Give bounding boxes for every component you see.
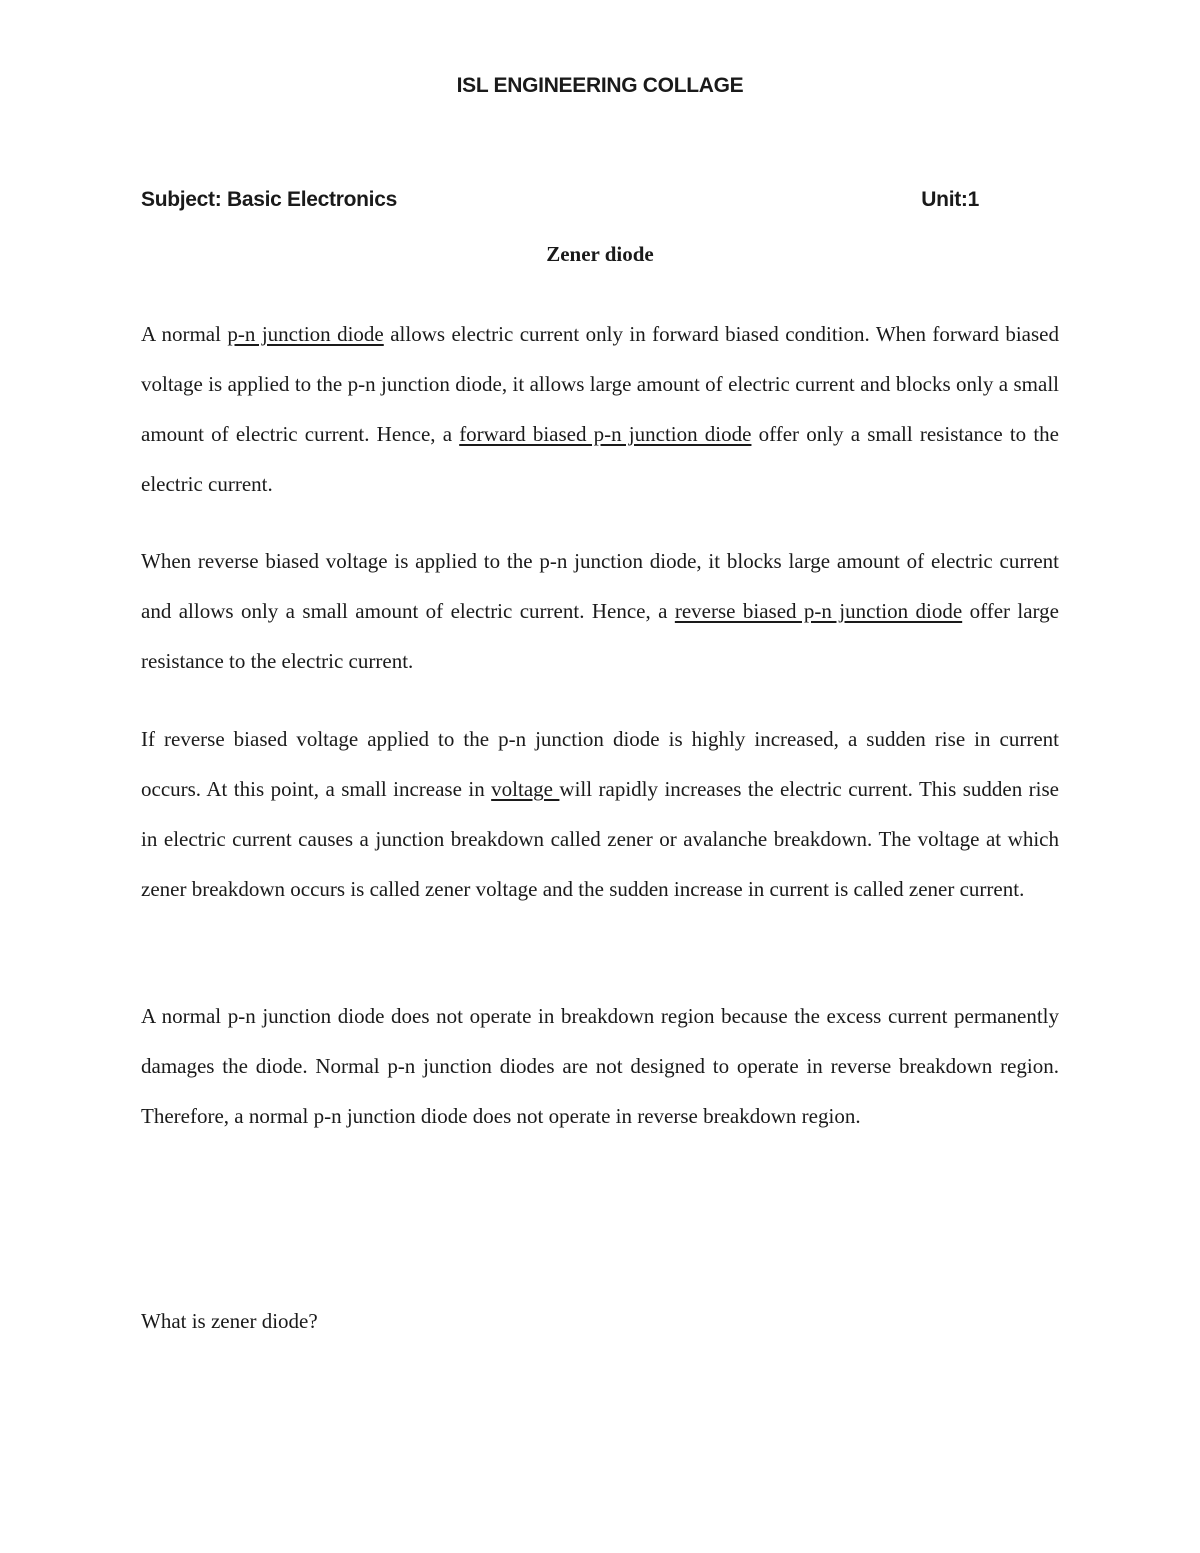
college-title: ISL ENGINEERING COLLAGE xyxy=(456,74,744,97)
link-forward-biased-diode[interactable]: forward biased p-n junction diode xyxy=(459,422,752,446)
paragraph-text: offer large resistance to the electric current. xyxy=(141,599,1059,673)
paragraph-text: offer only a small resistance to the electric current. xyxy=(141,422,1059,496)
document-heading: Zener diode xyxy=(546,242,654,266)
paragraph-reverse-bias xyxy=(141,536,1059,686)
paragraph-text: A normal xyxy=(141,322,228,346)
paragraph-text: allows electric current only in forward biased condition. When forward biased voltage is applied to the p-n junction diode, it allows large amount of electric current and blocks only a small amount of electric current. Hence, a xyxy=(141,322,1059,446)
paragraph-text: If reverse biased voltage applied to the p-n junction diode is highly increased, a sudden rise in current occurs. At this point, a small increase in xyxy=(141,727,1059,801)
paragraph-breakdown xyxy=(141,714,1059,914)
subject-label: Subject: Basic Electronics xyxy=(141,188,397,211)
paragraph-text: When reverse biased voltage is applied to the p-n junction diode, it blocks large amount of electric current and allows only a small amount of electric current. Hence, a xyxy=(141,549,1059,623)
question-text: What is zener diode? xyxy=(141,1309,318,1333)
link-voltage[interactable]: voltage xyxy=(491,777,560,801)
link-pn-junction-diode[interactable]: p-n junction diode xyxy=(227,322,384,346)
unit-label: Unit:1 xyxy=(921,188,979,211)
link-reverse-biased-diode[interactable]: reverse biased p-n junction diode xyxy=(674,599,963,623)
paragraph-forward-bias xyxy=(141,309,1059,509)
paragraph-text: will rapidly increases the electric current. This sudden rise in electric current causes a junction breakdown called zener or avalanche breakdown. The voltage at which zener breakdown occurs is called zener voltage and the sudden increase in current is called zener current. xyxy=(141,777,1060,901)
paragraph-normal-diode: A normal p-n junction diode does not operate in breakdown region because the excess current permanently damages the diode. Normal p-n junction diodes are not designed to operate in reverse breakdown region. Therefore, a normal p-n junction diode does not operate in reverse breakdown region. xyxy=(141,1004,1059,1128)
